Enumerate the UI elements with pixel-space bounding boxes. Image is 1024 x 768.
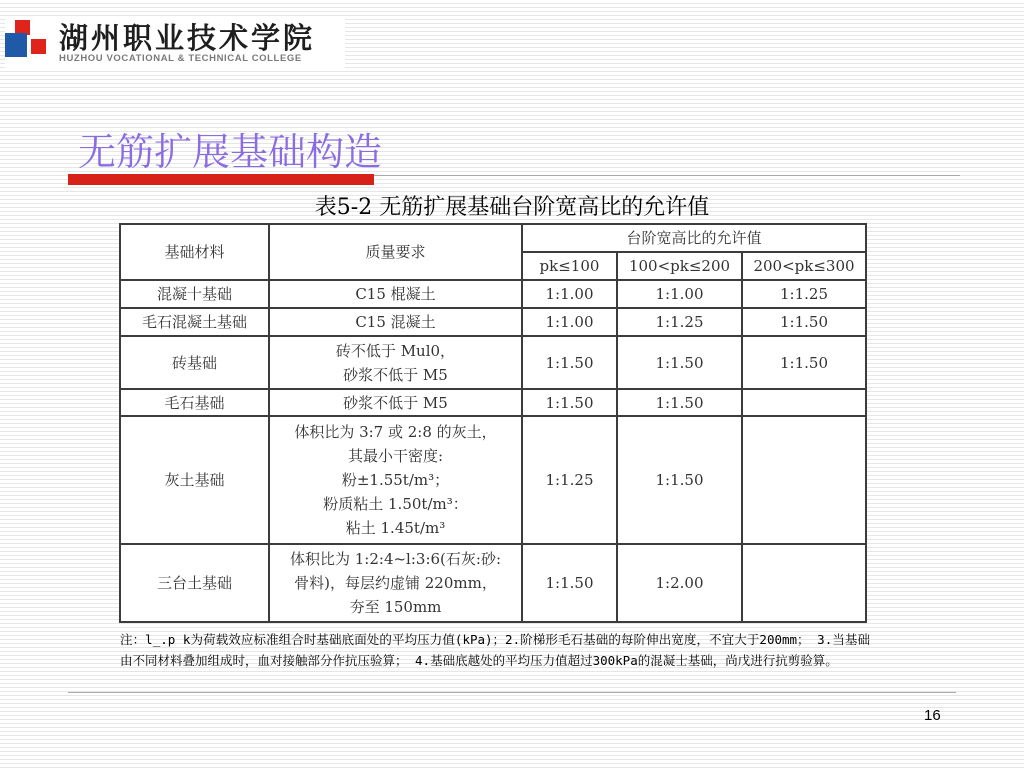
ratio-cell: 1:2.00 [617, 544, 742, 622]
ratio-cell: 1:1.25 [522, 416, 617, 544]
table-row [120, 416, 866, 544]
header-ratio-col: 200<pk≤300 [742, 252, 866, 280]
quality-line: 其最小干密度: [347, 447, 444, 465]
quality-line: 粉质粘土 1.50t/m³： [323, 495, 468, 513]
quality-line: 砂浆不低于 M5 [343, 393, 448, 412]
header-quality: 质量要求 [269, 224, 522, 280]
title-rule [374, 175, 960, 176]
ratio-cell: 1:1.25 [742, 280, 866, 308]
page-number: 16 [924, 707, 941, 724]
ratio-cell: 1:1.50 [742, 308, 866, 336]
ratio-cell [742, 416, 866, 544]
header-ratio-col: 100<pk≤200 [617, 252, 742, 280]
college-logo [5, 16, 345, 68]
table-row [120, 336, 866, 389]
ratio-cell: 1:1.00 [617, 280, 742, 308]
material-cell: 混凝十基础 [120, 280, 269, 308]
table-row [120, 389, 866, 416]
ratio-cell: 1:1.50 [617, 416, 742, 544]
material-cell: 毛石混凝土基础 [120, 308, 269, 336]
table-row [120, 280, 866, 308]
quality-line: 骨料)，每层约虚铺 220mm， [294, 574, 497, 592]
college-name-cn: 湖州职业技术学院 [59, 21, 316, 55]
ratio-cell: 1:1.50 [742, 336, 866, 389]
quality-line: 砂浆不低于 M5 [343, 365, 448, 384]
quality-line: C15 棍凝土 [355, 285, 436, 303]
title-accent-bar [68, 174, 374, 185]
quality-line: 粘土 1.45t/m³ [345, 519, 446, 537]
quality-line: 夯至 150mm [349, 598, 442, 616]
college-name-en: HUZHOU VOCATIONAL & TECHNICAL COLLEGE [59, 53, 302, 64]
material-cell: 砖基础 [120, 336, 269, 389]
ratio-cell: 1:1.50 [522, 544, 617, 622]
header-ratio-col: pk≤100 [522, 252, 617, 280]
footer-rule [68, 692, 956, 693]
foundation-ratio-table [119, 223, 867, 623]
quality-line: 体积比为 1:2:4~l:3:6(石灰:砂: [289, 550, 502, 568]
ratio-cell: 1:1.50 [522, 336, 617, 389]
ratio-cell: 1:1.50 [617, 336, 742, 389]
quality-cell [269, 416, 522, 544]
quality-line: 砖不低于 Mul0， [335, 341, 456, 360]
ratio-cell: 1:1.50 [617, 389, 742, 416]
header-material: 基础材料 [120, 224, 269, 280]
table-header-row [120, 224, 866, 252]
material-cell: 毛石基础 [120, 389, 269, 416]
table-row [120, 308, 866, 336]
ratio-cell [742, 544, 866, 622]
table-footnote: 注：l_.p k为荷载效应标准组合时基础底面处的平均压力值(kPa)；2.阶梯形毛石基础的每阶伸出宽度，不宜大于200mm； 3.当基础由不同材料叠加组成时，血对接触部分作抗压验算； 4.基础底越处的平均压力值超过300kPa的混凝士基础，尚戊进行抗剪验算。 [120, 632, 870, 668]
quality-cell [269, 280, 522, 308]
quality-cell [269, 544, 522, 622]
ratio-cell [742, 389, 866, 416]
spec-table-container [119, 223, 865, 621]
quality-cell [269, 308, 522, 336]
quality-line: C15 混凝土 [355, 313, 436, 331]
ratio-cell: 1:1.00 [522, 280, 617, 308]
quality-line: 粉±1.55t/m³； [341, 471, 450, 489]
slide-title: 无筋扩展基础构造 [78, 130, 383, 174]
ratio-cell: 1:1.25 [617, 308, 742, 336]
quality-cell [269, 336, 522, 389]
ratio-cell: 1:1.50 [522, 389, 617, 416]
quality-cell [269, 389, 522, 416]
college-emblem-icon [5, 20, 49, 64]
quality-line: 体积比为 3:7 或 2:8 的灰土， [294, 423, 497, 441]
header-ratio-group: 台阶宽高比的允许值 [522, 224, 866, 252]
table-caption: 表5-2 无筋扩展基础台阶宽高比的允许值 [314, 195, 710, 220]
ratio-cell: 1:1.00 [522, 308, 617, 336]
material-cell: 灰土基础 [120, 416, 269, 544]
material-cell: 三台土基础 [120, 544, 269, 622]
table-row [120, 544, 866, 622]
